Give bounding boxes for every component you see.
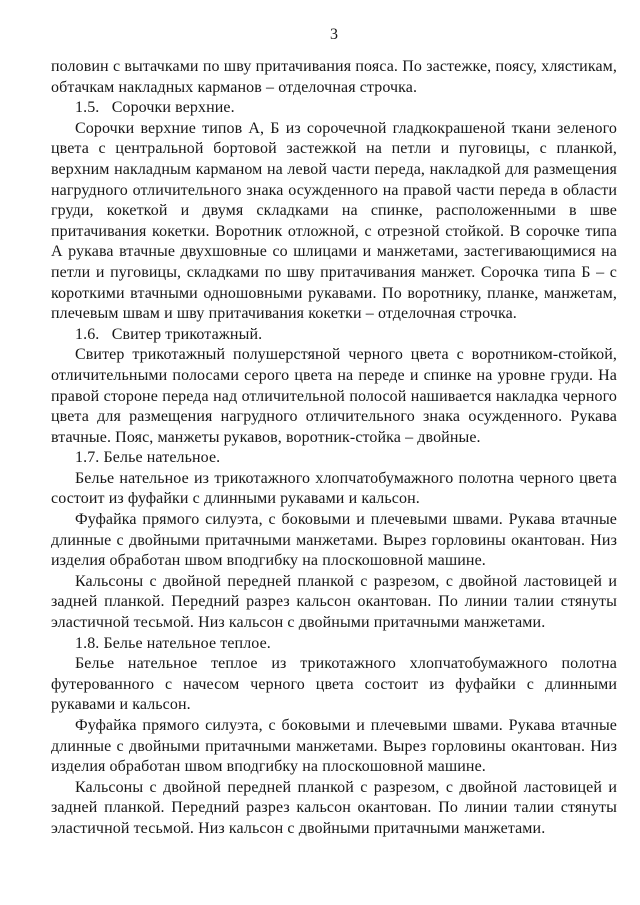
paragraph: Фуфайка прямого силуэта, с боковыми и плечевыми швами. Рукава втачные длинные с двойными притачными манжетами. Вырез горловины окантован. Низ изделия обработан швом вподгибку на плоскошовной машине. bbox=[51, 511, 617, 570]
paragraph: Фуфайка прямого силуэта, с боковыми и плечевыми швами. Рукава втачные длинные с двойными притачными манжетами. Вырез горловины окантован. Низ изделия обработан швом вподгибку на плоскошовной машине. bbox=[51, 717, 617, 776]
section-heading: 1.5. Сорочки верхние. bbox=[75, 99, 235, 117]
section-heading: 1.8. Белье нательное теплое. bbox=[75, 634, 271, 652]
paragraph: половин с вытачками по шву притачивания пояса. По застежке, поясу, хлястикам, обтачкам накладных карманов – отделочная строчка. bbox=[51, 58, 617, 96]
section-heading: 1.7. Белье нательное. bbox=[75, 449, 221, 467]
paragraph: Белье нательное из трикотажного хлопчатобумажного полотна черного цвета состоит из фуфайки с длинными рукавами и кальсон. bbox=[51, 469, 617, 508]
paragraph: Сорочки верхние типов А, Б из сорочечной гладкокрашеной ткани зеленого цвета с центральной бортовой застежкой на петли и пуговицы, с планкой, верхним накладным карманом на левой части переда, накладкой для размещения нагрудного отличительного знака осужденного на правой части переда в области груди, кокеткой и двумя складками на спинке, расположенными в шве притачивания кокетки. Воротник отложной, с отрезной стойкой. В сорочке типа А рукава втачные двухшовные со шлицами и манжетами, застегивающимися на петли и пуговицы, складками по шву притачивания манжет. Сорочка типа Б – с короткими втачными одношовными рукавами. По воротнику, планке, манжетам, плечевым швам и шву притачивания кокетки – отделочная строчка. bbox=[51, 119, 617, 323]
section-heading: 1.6. Свитер трикотажный. bbox=[75, 325, 263, 343]
paragraph: Кальсоны с двойной передней планкой с разрезом, с двойной ластовицей и задней планкой. Передний разрез кальсон окантован. По линии талии стянуты эластичной тесьмой. Низ кальсон с двойными притачными манжетами. bbox=[51, 778, 617, 837]
paragraph: Свитер трикотажный полушерстяной черного цвета с воротником-стойкой, отличительными полосами серого цвета на переде и спинке на уровне груди. На правой стороне переда над отличительной полосой нашивается накладка черного цвета для размещения нагрудного отличительного знака осужденного. Рукава втачные. Пояс, манжеты рукавов, воротник-стойка – двойные. bbox=[51, 346, 617, 446]
paragraph: Белье нательное теплое из трикотажного хлопчатобумажного полотна футерованного с начесом черного цвета состоит из фуфайки с длинными рукавами и кальсон. bbox=[51, 655, 617, 714]
document-body bbox=[51, 57, 617, 840]
paragraph: Кальсоны с двойной передней планкой с разрезом, с двойной ластовицей и задней планкой. Передний разрез кальсон окантован. По линии талии стянуты эластичной тесьмой. Низ кальсон с двойными притачными манжетами. bbox=[51, 572, 617, 632]
page-number: 3 bbox=[330, 26, 338, 43]
